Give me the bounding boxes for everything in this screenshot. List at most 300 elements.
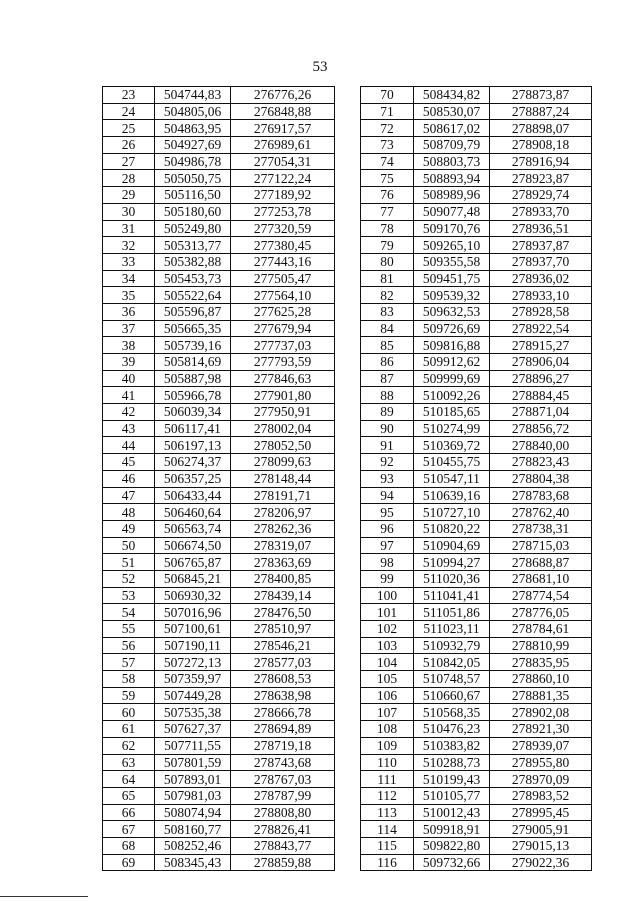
point-number-cell: 79 bbox=[361, 237, 414, 254]
x-coordinate-cell: 509912,62 bbox=[414, 354, 490, 371]
table-row bbox=[361, 587, 592, 604]
point-number-cell: 105 bbox=[361, 671, 414, 688]
y-coordinate-cell: 278774,54 bbox=[490, 587, 592, 604]
table-row bbox=[103, 420, 335, 437]
y-coordinate-cell: 278719,18 bbox=[231, 737, 335, 754]
y-coordinate-cell: 278148,44 bbox=[231, 470, 335, 487]
point-number-cell: 54 bbox=[103, 604, 155, 621]
table-row bbox=[361, 170, 592, 187]
y-coordinate-cell: 278916,94 bbox=[490, 153, 592, 170]
table-row bbox=[103, 771, 335, 788]
y-coordinate-cell: 277564,10 bbox=[231, 287, 335, 304]
x-coordinate-cell: 510639,16 bbox=[414, 487, 490, 504]
y-coordinate-cell: 279005,91 bbox=[490, 821, 592, 838]
point-number-cell: 23 bbox=[103, 87, 155, 104]
table-row bbox=[361, 253, 592, 270]
point-number-cell: 40 bbox=[103, 370, 155, 387]
y-coordinate-cell: 278787,99 bbox=[231, 787, 335, 804]
table-row bbox=[361, 270, 592, 287]
x-coordinate-cell: 508252,46 bbox=[155, 837, 231, 854]
point-number-cell: 43 bbox=[103, 420, 155, 437]
table-row bbox=[103, 704, 335, 721]
table-row bbox=[361, 404, 592, 421]
x-coordinate-cell: 510274,99 bbox=[414, 420, 490, 437]
table-row bbox=[361, 570, 592, 587]
y-coordinate-cell: 278856,72 bbox=[490, 420, 592, 437]
page-number: 53 bbox=[312, 59, 328, 75]
y-coordinate-cell: 278983,52 bbox=[490, 787, 592, 804]
point-number-cell: 37 bbox=[103, 320, 155, 337]
point-number-cell: 70 bbox=[361, 87, 414, 104]
y-coordinate-cell: 278937,87 bbox=[490, 237, 592, 254]
x-coordinate-cell: 510727,10 bbox=[414, 504, 490, 521]
x-coordinate-cell: 507801,59 bbox=[155, 754, 231, 771]
y-coordinate-cell: 278881,35 bbox=[490, 687, 592, 704]
table-row bbox=[361, 220, 592, 237]
x-coordinate-cell: 508709,79 bbox=[414, 137, 490, 154]
x-coordinate-cell: 510185,65 bbox=[414, 404, 490, 421]
x-coordinate-cell: 505887,98 bbox=[155, 370, 231, 387]
table-row bbox=[103, 654, 335, 671]
point-number-cell: 25 bbox=[103, 120, 155, 137]
point-number-cell: 69 bbox=[103, 854, 155, 871]
x-coordinate-cell: 510547,11 bbox=[414, 470, 490, 487]
x-coordinate-cell: 507016,96 bbox=[155, 604, 231, 621]
x-coordinate-cell: 508160,77 bbox=[155, 821, 231, 838]
y-coordinate-cell: 278859,88 bbox=[231, 854, 335, 871]
x-coordinate-cell: 508803,73 bbox=[414, 153, 490, 170]
table-row bbox=[103, 604, 335, 621]
table-row bbox=[361, 87, 592, 104]
table-row bbox=[361, 137, 592, 154]
x-coordinate-cell: 508989,96 bbox=[414, 187, 490, 204]
table-row bbox=[103, 537, 335, 554]
table-row bbox=[103, 437, 335, 454]
point-number-cell: 61 bbox=[103, 721, 155, 738]
table-body bbox=[103, 87, 335, 871]
x-coordinate-cell: 506674,50 bbox=[155, 537, 231, 554]
x-coordinate-cell: 509539,32 bbox=[414, 287, 490, 304]
x-coordinate-cell: 510904,69 bbox=[414, 537, 490, 554]
table-row bbox=[103, 187, 335, 204]
x-coordinate-cell: 505522,64 bbox=[155, 287, 231, 304]
table-row bbox=[103, 370, 335, 387]
table-row bbox=[103, 787, 335, 804]
table-row bbox=[103, 821, 335, 838]
point-number-cell: 44 bbox=[103, 437, 155, 454]
x-coordinate-cell: 507190,11 bbox=[155, 637, 231, 654]
coordinates-table-right bbox=[360, 86, 592, 871]
y-coordinate-cell: 278887,24 bbox=[490, 103, 592, 120]
y-coordinate-cell: 278262,36 bbox=[231, 520, 335, 537]
x-coordinate-cell: 511041,41 bbox=[414, 587, 490, 604]
table-row bbox=[361, 120, 592, 137]
point-number-cell: 24 bbox=[103, 103, 155, 120]
y-coordinate-cell: 278936,02 bbox=[490, 270, 592, 287]
table-row bbox=[361, 153, 592, 170]
point-number-cell: 110 bbox=[361, 754, 414, 771]
point-number-cell: 116 bbox=[361, 854, 414, 871]
point-number-cell: 53 bbox=[103, 587, 155, 604]
y-coordinate-cell: 278933,10 bbox=[490, 287, 592, 304]
y-coordinate-cell: 278052,50 bbox=[231, 437, 335, 454]
x-coordinate-cell: 506930,32 bbox=[155, 587, 231, 604]
table-row bbox=[361, 704, 592, 721]
x-coordinate-cell: 510012,43 bbox=[414, 804, 490, 821]
point-number-cell: 93 bbox=[361, 470, 414, 487]
table-row bbox=[103, 737, 335, 754]
table-row bbox=[103, 387, 335, 404]
point-number-cell: 60 bbox=[103, 704, 155, 721]
table-row bbox=[103, 687, 335, 704]
x-coordinate-cell: 506197,13 bbox=[155, 437, 231, 454]
y-coordinate-cell: 276848,88 bbox=[231, 103, 335, 120]
point-number-cell: 27 bbox=[103, 153, 155, 170]
point-number-cell: 48 bbox=[103, 504, 155, 521]
table-row bbox=[361, 804, 592, 821]
x-coordinate-cell: 504744,83 bbox=[155, 87, 231, 104]
x-coordinate-cell: 505453,73 bbox=[155, 270, 231, 287]
y-coordinate-cell: 277320,59 bbox=[231, 220, 335, 237]
table-row bbox=[361, 821, 592, 838]
y-coordinate-cell: 276917,57 bbox=[231, 120, 335, 137]
table-row bbox=[361, 537, 592, 554]
x-coordinate-cell: 506563,74 bbox=[155, 520, 231, 537]
y-coordinate-cell: 278099,63 bbox=[231, 454, 335, 471]
x-coordinate-cell: 509732,66 bbox=[414, 854, 490, 871]
point-number-cell: 39 bbox=[103, 354, 155, 371]
point-number-cell: 41 bbox=[103, 387, 155, 404]
table-row bbox=[103, 87, 335, 104]
table-body bbox=[361, 87, 592, 871]
table-row bbox=[361, 370, 592, 387]
point-number-cell: 113 bbox=[361, 804, 414, 821]
y-coordinate-cell: 278915,27 bbox=[490, 337, 592, 354]
point-number-cell: 107 bbox=[361, 704, 414, 721]
y-coordinate-cell: 278970,09 bbox=[490, 771, 592, 788]
y-coordinate-cell: 278191,71 bbox=[231, 487, 335, 504]
point-number-cell: 100 bbox=[361, 587, 414, 604]
table-row bbox=[361, 187, 592, 204]
table-row bbox=[361, 337, 592, 354]
table-row bbox=[103, 671, 335, 688]
point-number-cell: 72 bbox=[361, 120, 414, 137]
x-coordinate-cell: 506433,44 bbox=[155, 487, 231, 504]
y-coordinate-cell: 278608,53 bbox=[231, 671, 335, 688]
point-number-cell: 28 bbox=[103, 170, 155, 187]
x-coordinate-cell: 505313,77 bbox=[155, 237, 231, 254]
table-row bbox=[103, 120, 335, 137]
x-coordinate-cell: 510199,43 bbox=[414, 771, 490, 788]
y-coordinate-cell: 278688,87 bbox=[490, 554, 592, 571]
point-number-cell: 78 bbox=[361, 220, 414, 237]
x-coordinate-cell: 510092,26 bbox=[414, 387, 490, 404]
point-number-cell: 68 bbox=[103, 837, 155, 854]
x-coordinate-cell: 507893,01 bbox=[155, 771, 231, 788]
y-coordinate-cell: 278400,85 bbox=[231, 570, 335, 587]
x-coordinate-cell: 504986,78 bbox=[155, 153, 231, 170]
x-coordinate-cell: 505050,75 bbox=[155, 170, 231, 187]
point-number-cell: 47 bbox=[103, 487, 155, 504]
point-number-cell: 81 bbox=[361, 270, 414, 287]
point-number-cell: 52 bbox=[103, 570, 155, 587]
point-number-cell: 114 bbox=[361, 821, 414, 838]
x-coordinate-cell: 507627,37 bbox=[155, 721, 231, 738]
y-coordinate-cell: 278546,21 bbox=[231, 637, 335, 654]
x-coordinate-cell: 510994,27 bbox=[414, 554, 490, 571]
table-row bbox=[103, 337, 335, 354]
point-number-cell: 101 bbox=[361, 604, 414, 621]
y-coordinate-cell: 278762,40 bbox=[490, 504, 592, 521]
table-row bbox=[361, 487, 592, 504]
table-row bbox=[361, 554, 592, 571]
y-coordinate-cell: 278937,70 bbox=[490, 253, 592, 270]
x-coordinate-cell: 507359,97 bbox=[155, 671, 231, 688]
bottom-rule bbox=[0, 896, 88, 897]
point-number-cell: 77 bbox=[361, 203, 414, 220]
y-coordinate-cell: 279022,36 bbox=[490, 854, 592, 871]
point-number-cell: 31 bbox=[103, 220, 155, 237]
x-coordinate-cell: 508345,43 bbox=[155, 854, 231, 871]
x-coordinate-cell: 505596,87 bbox=[155, 303, 231, 320]
y-coordinate-cell: 278923,87 bbox=[490, 170, 592, 187]
point-number-cell: 36 bbox=[103, 303, 155, 320]
x-coordinate-cell: 509077,48 bbox=[414, 203, 490, 220]
y-coordinate-cell: 278804,38 bbox=[490, 470, 592, 487]
table-row bbox=[361, 771, 592, 788]
y-coordinate-cell: 277950,91 bbox=[231, 404, 335, 421]
y-coordinate-cell: 278638,98 bbox=[231, 687, 335, 704]
table-row bbox=[361, 454, 592, 471]
table-row bbox=[103, 721, 335, 738]
point-number-cell: 88 bbox=[361, 387, 414, 404]
table-row bbox=[103, 137, 335, 154]
table-row bbox=[361, 470, 592, 487]
x-coordinate-cell: 507272,13 bbox=[155, 654, 231, 671]
y-coordinate-cell: 278936,51 bbox=[490, 220, 592, 237]
point-number-cell: 67 bbox=[103, 821, 155, 838]
y-coordinate-cell: 278681,10 bbox=[490, 570, 592, 587]
y-coordinate-cell: 278002,04 bbox=[231, 420, 335, 437]
point-number-cell: 35 bbox=[103, 287, 155, 304]
point-number-cell: 66 bbox=[103, 804, 155, 821]
point-number-cell: 64 bbox=[103, 771, 155, 788]
x-coordinate-cell: 509170,76 bbox=[414, 220, 490, 237]
x-coordinate-cell: 508434,82 bbox=[414, 87, 490, 104]
y-coordinate-cell: 278439,14 bbox=[231, 587, 335, 604]
y-coordinate-cell: 278921,30 bbox=[490, 721, 592, 738]
x-coordinate-cell: 508074,94 bbox=[155, 804, 231, 821]
x-coordinate-cell: 506460,64 bbox=[155, 504, 231, 521]
x-coordinate-cell: 506117,41 bbox=[155, 420, 231, 437]
point-number-cell: 26 bbox=[103, 137, 155, 154]
table-row bbox=[103, 103, 335, 120]
point-number-cell: 112 bbox=[361, 787, 414, 804]
table-row bbox=[103, 270, 335, 287]
table-row bbox=[103, 837, 335, 854]
point-number-cell: 80 bbox=[361, 253, 414, 270]
table-row bbox=[103, 153, 335, 170]
point-number-cell: 102 bbox=[361, 621, 414, 638]
x-coordinate-cell: 509265,10 bbox=[414, 237, 490, 254]
point-number-cell: 90 bbox=[361, 420, 414, 437]
table-row bbox=[103, 854, 335, 871]
point-number-cell: 57 bbox=[103, 654, 155, 671]
x-coordinate-cell: 505116,50 bbox=[155, 187, 231, 204]
x-coordinate-cell: 504927,69 bbox=[155, 137, 231, 154]
x-coordinate-cell: 506039,34 bbox=[155, 404, 231, 421]
y-coordinate-cell: 278896,27 bbox=[490, 370, 592, 387]
table-row bbox=[361, 621, 592, 638]
point-number-cell: 34 bbox=[103, 270, 155, 287]
table-row bbox=[103, 303, 335, 320]
table-row bbox=[361, 737, 592, 754]
table-row bbox=[361, 854, 592, 871]
point-number-cell: 94 bbox=[361, 487, 414, 504]
table-row bbox=[361, 787, 592, 804]
point-number-cell: 63 bbox=[103, 754, 155, 771]
table-row bbox=[361, 203, 592, 220]
y-coordinate-cell: 278835,95 bbox=[490, 654, 592, 671]
x-coordinate-cell: 506357,25 bbox=[155, 470, 231, 487]
point-number-cell: 89 bbox=[361, 404, 414, 421]
y-coordinate-cell: 277443,16 bbox=[231, 253, 335, 270]
y-coordinate-cell: 278363,69 bbox=[231, 554, 335, 571]
point-number-cell: 75 bbox=[361, 170, 414, 187]
y-coordinate-cell: 278898,07 bbox=[490, 120, 592, 137]
table-row bbox=[103, 470, 335, 487]
table-row bbox=[361, 287, 592, 304]
y-coordinate-cell: 277189,92 bbox=[231, 187, 335, 204]
y-coordinate-cell: 277253,78 bbox=[231, 203, 335, 220]
point-number-cell: 51 bbox=[103, 554, 155, 571]
point-number-cell: 91 bbox=[361, 437, 414, 454]
table-row bbox=[103, 237, 335, 254]
y-coordinate-cell: 278715,03 bbox=[490, 537, 592, 554]
point-number-cell: 87 bbox=[361, 370, 414, 387]
point-number-cell: 82 bbox=[361, 287, 414, 304]
x-coordinate-cell: 505739,16 bbox=[155, 337, 231, 354]
x-coordinate-cell: 510455,75 bbox=[414, 454, 490, 471]
x-coordinate-cell: 509918,91 bbox=[414, 821, 490, 838]
point-number-cell: 104 bbox=[361, 654, 414, 671]
x-coordinate-cell: 510660,67 bbox=[414, 687, 490, 704]
x-coordinate-cell: 505382,88 bbox=[155, 253, 231, 270]
x-coordinate-cell: 507711,55 bbox=[155, 737, 231, 754]
table-row bbox=[103, 354, 335, 371]
y-coordinate-cell: 278955,80 bbox=[490, 754, 592, 771]
table-row bbox=[103, 804, 335, 821]
point-number-cell: 111 bbox=[361, 771, 414, 788]
x-coordinate-cell: 508530,07 bbox=[414, 103, 490, 120]
point-number-cell: 62 bbox=[103, 737, 155, 754]
table-row bbox=[103, 554, 335, 571]
point-number-cell: 56 bbox=[103, 637, 155, 654]
table-row bbox=[361, 320, 592, 337]
y-coordinate-cell: 278860,10 bbox=[490, 671, 592, 688]
point-number-cell: 65 bbox=[103, 787, 155, 804]
x-coordinate-cell: 507100,61 bbox=[155, 621, 231, 638]
y-coordinate-cell: 278906,04 bbox=[490, 354, 592, 371]
point-number-cell: 103 bbox=[361, 637, 414, 654]
y-coordinate-cell: 277122,24 bbox=[231, 170, 335, 187]
y-coordinate-cell: 278826,41 bbox=[231, 821, 335, 838]
x-coordinate-cell: 510369,72 bbox=[414, 437, 490, 454]
y-coordinate-cell: 277380,45 bbox=[231, 237, 335, 254]
table-row bbox=[361, 387, 592, 404]
y-coordinate-cell: 277505,47 bbox=[231, 270, 335, 287]
y-coordinate-cell: 278810,99 bbox=[490, 637, 592, 654]
y-coordinate-cell: 278908,18 bbox=[490, 137, 592, 154]
point-number-cell: 73 bbox=[361, 137, 414, 154]
table-row bbox=[103, 170, 335, 187]
point-number-cell: 46 bbox=[103, 470, 155, 487]
x-coordinate-cell: 508893,94 bbox=[414, 170, 490, 187]
point-number-cell: 38 bbox=[103, 337, 155, 354]
y-coordinate-cell: 278928,58 bbox=[490, 303, 592, 320]
y-coordinate-cell: 278776,05 bbox=[490, 604, 592, 621]
table-row bbox=[103, 203, 335, 220]
y-coordinate-cell: 277054,31 bbox=[231, 153, 335, 170]
x-coordinate-cell: 506765,87 bbox=[155, 554, 231, 571]
x-coordinate-cell: 509822,80 bbox=[414, 837, 490, 854]
point-number-cell: 32 bbox=[103, 237, 155, 254]
y-coordinate-cell: 278784,61 bbox=[490, 621, 592, 638]
x-coordinate-cell: 505249,80 bbox=[155, 220, 231, 237]
table-row bbox=[361, 420, 592, 437]
y-coordinate-cell: 277737,03 bbox=[231, 337, 335, 354]
y-coordinate-cell: 278871,04 bbox=[490, 404, 592, 421]
x-coordinate-cell: 510288,73 bbox=[414, 754, 490, 771]
x-coordinate-cell: 511023,11 bbox=[414, 621, 490, 638]
y-coordinate-cell: 278743,68 bbox=[231, 754, 335, 771]
x-coordinate-cell: 511051,86 bbox=[414, 604, 490, 621]
table-row bbox=[361, 604, 592, 621]
y-coordinate-cell: 278922,54 bbox=[490, 320, 592, 337]
y-coordinate-cell: 278767,03 bbox=[231, 771, 335, 788]
point-number-cell: 115 bbox=[361, 837, 414, 854]
y-coordinate-cell: 279015,13 bbox=[490, 837, 592, 854]
table-row bbox=[361, 504, 592, 521]
point-number-cell: 95 bbox=[361, 504, 414, 521]
y-coordinate-cell: 278929,74 bbox=[490, 187, 592, 204]
x-coordinate-cell: 510748,57 bbox=[414, 671, 490, 688]
point-number-cell: 74 bbox=[361, 153, 414, 170]
point-number-cell: 98 bbox=[361, 554, 414, 571]
point-number-cell: 109 bbox=[361, 737, 414, 754]
y-coordinate-cell: 276989,61 bbox=[231, 137, 335, 154]
point-number-cell: 42 bbox=[103, 404, 155, 421]
point-number-cell: 85 bbox=[361, 337, 414, 354]
y-coordinate-cell: 278823,43 bbox=[490, 454, 592, 471]
x-coordinate-cell: 505665,35 bbox=[155, 320, 231, 337]
y-coordinate-cell: 278808,80 bbox=[231, 804, 335, 821]
y-coordinate-cell: 278933,70 bbox=[490, 203, 592, 220]
point-number-cell: 71 bbox=[361, 103, 414, 120]
table-row bbox=[103, 504, 335, 521]
point-number-cell: 106 bbox=[361, 687, 414, 704]
y-coordinate-cell: 278843,77 bbox=[231, 837, 335, 854]
table-row bbox=[103, 621, 335, 638]
x-coordinate-cell: 505814,69 bbox=[155, 354, 231, 371]
x-coordinate-cell: 509816,88 bbox=[414, 337, 490, 354]
point-number-cell: 59 bbox=[103, 687, 155, 704]
x-coordinate-cell: 510476,23 bbox=[414, 721, 490, 738]
table-row bbox=[361, 637, 592, 654]
x-coordinate-cell: 511020,36 bbox=[414, 570, 490, 587]
table-row bbox=[361, 837, 592, 854]
table-row bbox=[361, 654, 592, 671]
